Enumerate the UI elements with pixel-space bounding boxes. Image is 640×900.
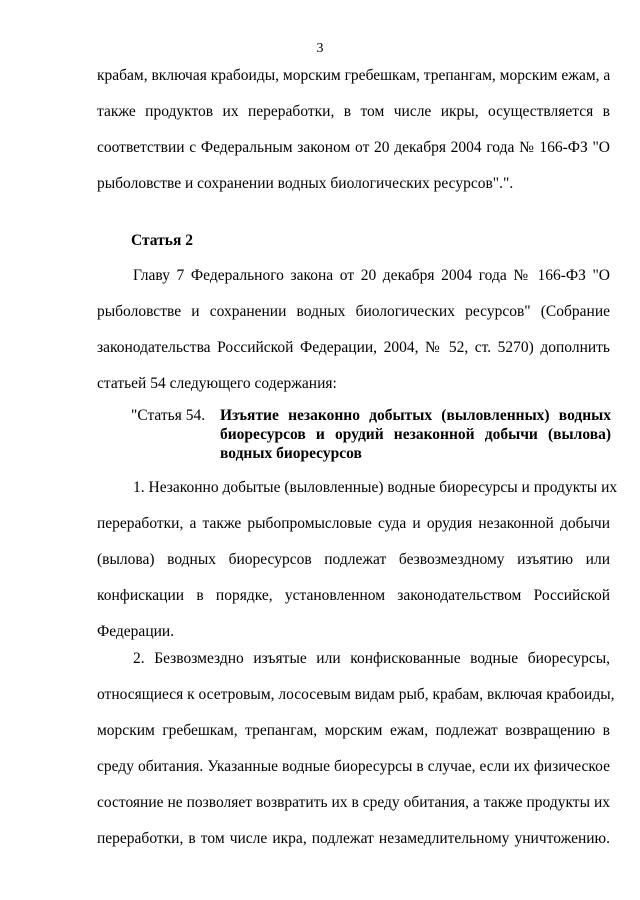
article-54-title — [220, 406, 611, 463]
text-line: конфискации в порядке, установленном законодательством Российской — [97, 587, 610, 604]
text-line: переработки, в том числе икра, подлежат незамедлительному уничтожению. — [97, 830, 610, 847]
text-line: крабам, включая крабоиды, морским гребешкам, трепангам, морским ежам, а — [97, 67, 611, 84]
text-line: Главу 7 Федерального закона от 20 декабря 2004 года № 166-ФЗ "О — [133, 267, 610, 284]
title-line: биоресурсов и орудий незаконной добычи (вылова) — [220, 426, 611, 443]
text-line: 2. Безвозмездно изъятые или конфискованные водные биоресурсы, — [133, 650, 610, 667]
text-line: соответствии с Федеральным законом от 20 декабря 2004 года № 166-ФЗ "О — [97, 139, 610, 156]
text-line: рыболовстве и сохранении водных биологических ресурсов".". — [97, 175, 514, 192]
text-line: состояние не позволяет возвратить их в среду обитания, а также продукты их — [97, 794, 610, 811]
text-line: статьей 54 следующего содержания: — [97, 375, 337, 392]
title-line: Изъятие незаконно добытых (выловленных) водных — [220, 407, 611, 424]
text-line: Федерации. — [97, 623, 175, 640]
text-line: (вылова) водных биоресурсов подлежат безвозмездному изъятию или — [97, 551, 610, 568]
text-line: 1. Незаконно добытые (выловленные) водные биоресурсы и продукты их — [133, 479, 618, 496]
article-2-heading: Статья 2 — [131, 232, 193, 249]
text-line: среду обитания. Указанные водные биоресурсы в случае, если их физическое — [97, 758, 610, 775]
intro-paragraph — [97, 58, 610, 202]
article-54-prefix: "Статья 54. — [131, 407, 206, 424]
article-2-body — [97, 258, 610, 402]
text-line: морским гребешкам, трепангам, морским ежам, подлежат возвращению в — [97, 722, 610, 739]
text-line: также продуктов их переработки, в том числе икры, осуществляется в — [97, 103, 610, 120]
point-2-paragraph — [97, 641, 615, 857]
title-line: водных биоресурсов — [220, 445, 362, 462]
text-line: относящиеся к осетровым, лососевым видам рыб, крабам, включая крабоиды, — [97, 686, 615, 703]
page-number: 3 — [316, 41, 324, 56]
text-line: рыболовстве и сохранении водных биологических ресурсов" (Собрание — [97, 303, 610, 320]
text-line: законодательства Российской Федерации, 2004, № 52, ст. 5270) дополнить — [97, 339, 610, 356]
text-line: переработки, а также рыбопромысловые суда и орудия незаконной добычи — [97, 515, 610, 532]
point-1-paragraph — [97, 470, 618, 650]
